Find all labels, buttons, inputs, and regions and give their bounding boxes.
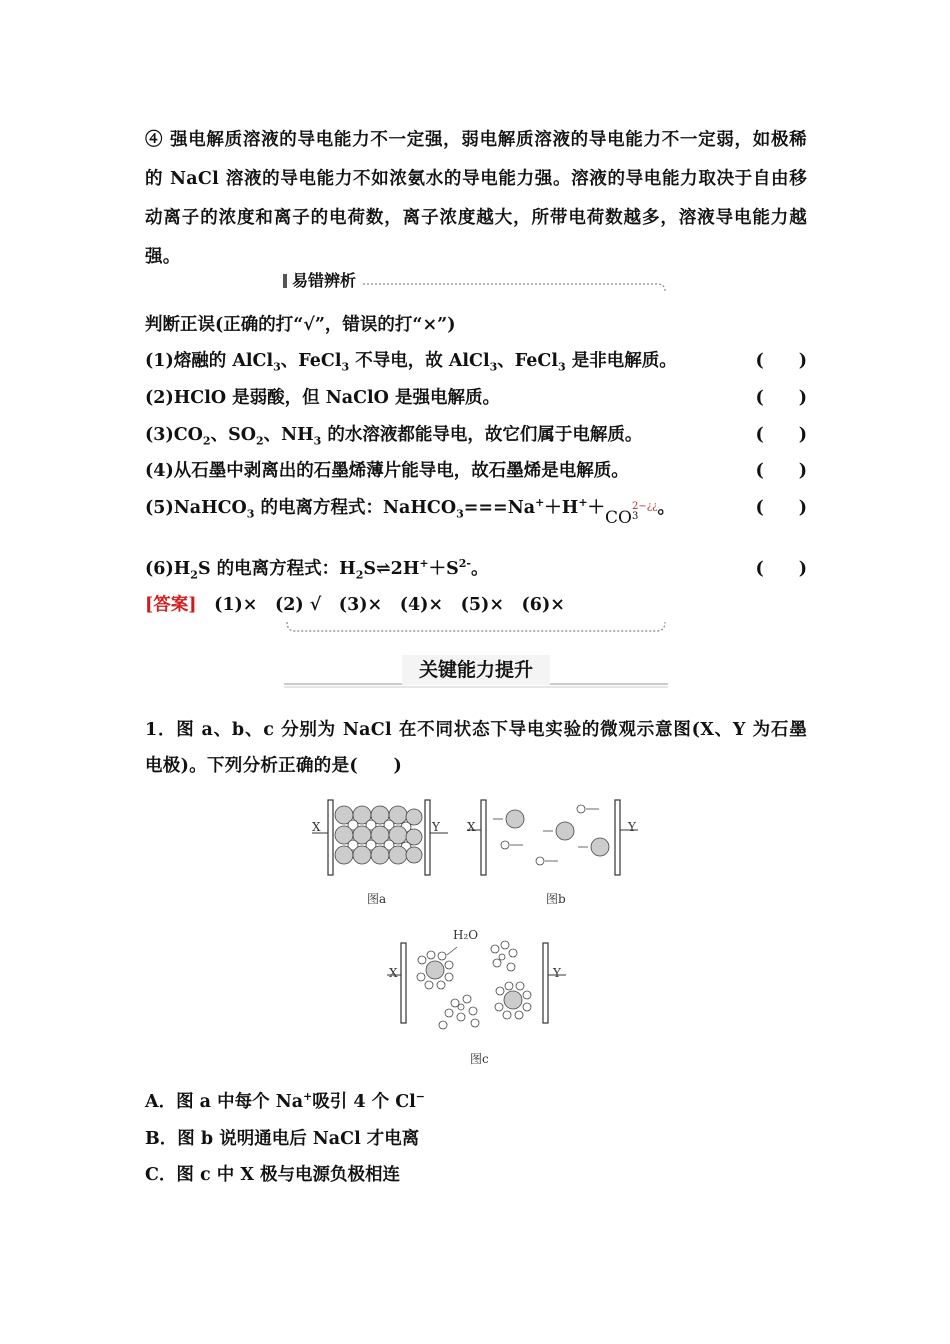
electrode-x-label-c: X bbox=[389, 966, 398, 980]
question-2: (2)HClO 是弱酸，但 NaClO 是强电解质。 ( ) bbox=[145, 384, 807, 409]
answer-paren: ( ) bbox=[755, 559, 807, 579]
figure-c-caption: 图c bbox=[470, 1052, 489, 1066]
electrode-x-label-b: X bbox=[467, 820, 476, 834]
question-4: (4)从石墨中剥离出的石墨烯薄片能导电，故石墨烯是电解质。 ( ) bbox=[145, 457, 807, 482]
figure-b-diagram bbox=[465, 795, 640, 880]
question-6: $(6)H_2S$ 的电离方程式：$H_2S\rightleftharpoons 2H^++S^{2-}$。 ( ) bbox=[145, 555, 807, 582]
instruction: 判断正误(正确的打“√”，错误的打“×”) bbox=[145, 315, 456, 335]
error-analysis-banner: 易错辨析 bbox=[283, 268, 362, 291]
figure-b-caption: 图b bbox=[546, 892, 566, 906]
figure-a-diagram bbox=[310, 795, 450, 880]
electrode-y-label-a: Y bbox=[432, 820, 440, 834]
option-a: A．图 a 中每个 Na+吸引 4 个 Cl− bbox=[145, 1090, 425, 1112]
error-analysis-banner-bottom bbox=[285, 622, 667, 636]
answer-tag: [答案] bbox=[145, 595, 197, 615]
electrode-y-label-b: Y bbox=[628, 820, 636, 834]
figure-c-diagram bbox=[385, 925, 570, 1040]
answer-paren: ( ) bbox=[755, 351, 807, 371]
answer-line: [答案] (1)× (2) √ (3)× (4)× (5)× (6)× bbox=[145, 595, 565, 615]
option-c: C．图 c 中 X 极与电源负极相连 bbox=[145, 1165, 401, 1185]
answer-paren: ( ) bbox=[755, 388, 807, 408]
question-5: (5)NaHCO$_3$ 的电离方程式：NaHCO$_3$===Na+＋H+＋CO 2−¿¿ 3 。 ( ) bbox=[145, 494, 807, 522]
answer-paren: ( ) bbox=[755, 461, 807, 481]
question-1: (1)熔融的 AlCl$_3$、FeCl$_3$ 不导电，故 AlCl$_3$、FeCl$_3$ 是非电解质。 ( ) bbox=[145, 347, 807, 374]
electrode-x-label-a: X bbox=[312, 820, 321, 834]
intro-paragraph: ④ 强电解质溶液的导电能力不一定强，弱电解质溶液的导电能力不一定弱，如极稀的 NaCl 溶液的导电能力不如浓氨水的导电能力强。溶液的导电能力取决于自由移动离子的浓度和离子的电荷数，离子浓度越大，所带电荷数越多，溶液导电能力越强。 bbox=[145, 130, 807, 267]
question-3: $(3)CO_2$、$SO_2$、$NH_3$ 的水溶液都能导电，故它们属于电解质。 ( ) bbox=[145, 421, 807, 448]
option-b: B．图 b 说明通电后 NaCl 才电离 bbox=[145, 1129, 420, 1149]
section-title: 关键能力提升 bbox=[402, 655, 550, 685]
water-molecule-label: H₂O bbox=[453, 928, 479, 942]
answer-paren: ( ) bbox=[755, 498, 807, 518]
answer-paren: ( ) bbox=[755, 425, 807, 445]
figure-a-caption: 图a bbox=[367, 892, 387, 906]
electrode-y-label-c: Y bbox=[553, 966, 561, 980]
problem-stem: 1．图 a、b、c 分别为 NaCl 在不同状态下导电实验的微观示意图(X、Y 为石墨电极)。下列分析正确的是( ) bbox=[145, 720, 807, 776]
